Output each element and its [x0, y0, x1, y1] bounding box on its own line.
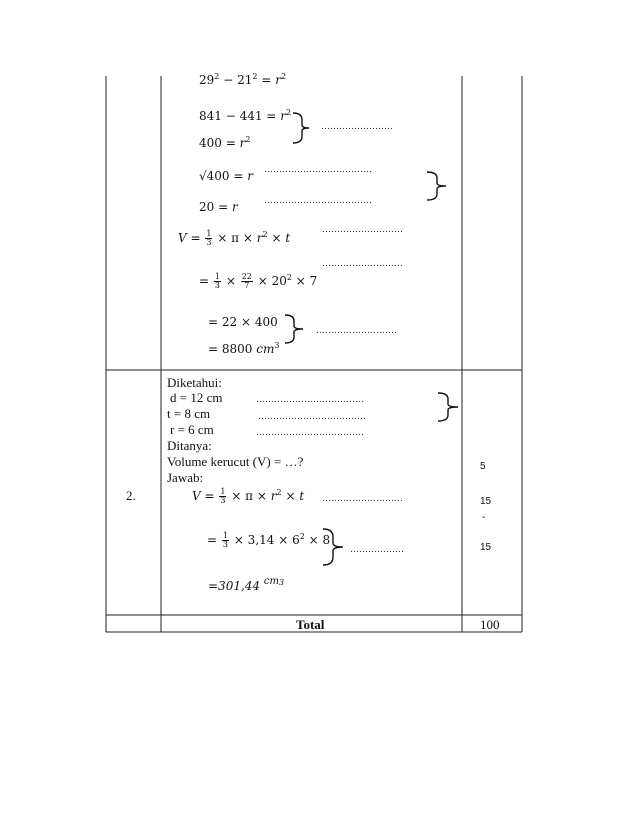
dotted-line: ………………: [350, 544, 404, 554]
right-brace-icon: [436, 392, 462, 422]
dotted-line: ………………………: [322, 224, 403, 234]
asked-label: Ditanya:: [167, 438, 212, 453]
right-brace-icon: [425, 171, 451, 201]
equation-subtraction: $841 - 441 = r^2$: [199, 108, 292, 123]
score-value: 5: [480, 461, 486, 472]
dotted-line: ………………………………: [264, 164, 372, 174]
score-value: 15: [480, 542, 492, 553]
known-height: t = 8 cm: [167, 406, 211, 421]
known-radius: r = 6 cm: [170, 422, 214, 437]
equation-cone-volume-formula: V = $\frac{1}{3}$ × $\pi \times r^2 \times t$: [192, 487, 305, 505]
total-value: 100: [480, 617, 500, 632]
dotted-line: ………………………………: [256, 394, 364, 404]
equation-result: =301,44 $^{cm3}$: [208, 576, 285, 593]
answer-label: Jawab:: [167, 470, 204, 485]
dotted-line: ………………………………: [256, 427, 364, 437]
equation-substitution: = $\frac{1}{3}$ × $\frac{22}{7}$ × $20^2 \times 7$: [199, 272, 318, 290]
dotted-line: ………………………………: [258, 411, 366, 421]
score-value: 15: [480, 496, 492, 507]
known-diameter: d = 12 cm: [170, 390, 223, 405]
equation-cone-volume-formula: V = $\frac{1}{3}$ × $\pi \times r^2 \times t$: [178, 229, 291, 247]
dotted-line: ………………………: [322, 493, 403, 503]
equation-sqrt: √400 = r: [199, 169, 253, 183]
question-number: 2.: [126, 488, 136, 503]
dotted-line: ………………………: [316, 325, 397, 335]
asked-question: Volume kerucut (V) = …?: [167, 454, 304, 469]
known-label: Diketahui:: [167, 375, 222, 390]
right-brace-icon: [283, 314, 307, 344]
equation-result: = 8800 $cm^3$: [208, 341, 280, 356]
right-brace-icon: [321, 528, 347, 566]
right-brace-icon: [291, 112, 313, 144]
equation-pythagoras: $29^2 - 21^2 = r^2$: [199, 72, 287, 87]
dotted-line: ………………………: [322, 258, 403, 268]
equation-r-value: 20 = r: [199, 200, 238, 214]
equation-r-squared: $400 = r^2$: [199, 135, 251, 150]
equation-product: = 22 × 400: [208, 315, 278, 329]
equation-substitution: = $\frac{1}{3}$ × $3,14 \times 6^2 \times 8$: [207, 531, 331, 549]
dotted-line: ……………………: [321, 121, 393, 131]
total-label: Total: [296, 617, 325, 632]
dotted-line: ………………………………: [264, 195, 372, 205]
score-separator: -: [482, 512, 486, 523]
